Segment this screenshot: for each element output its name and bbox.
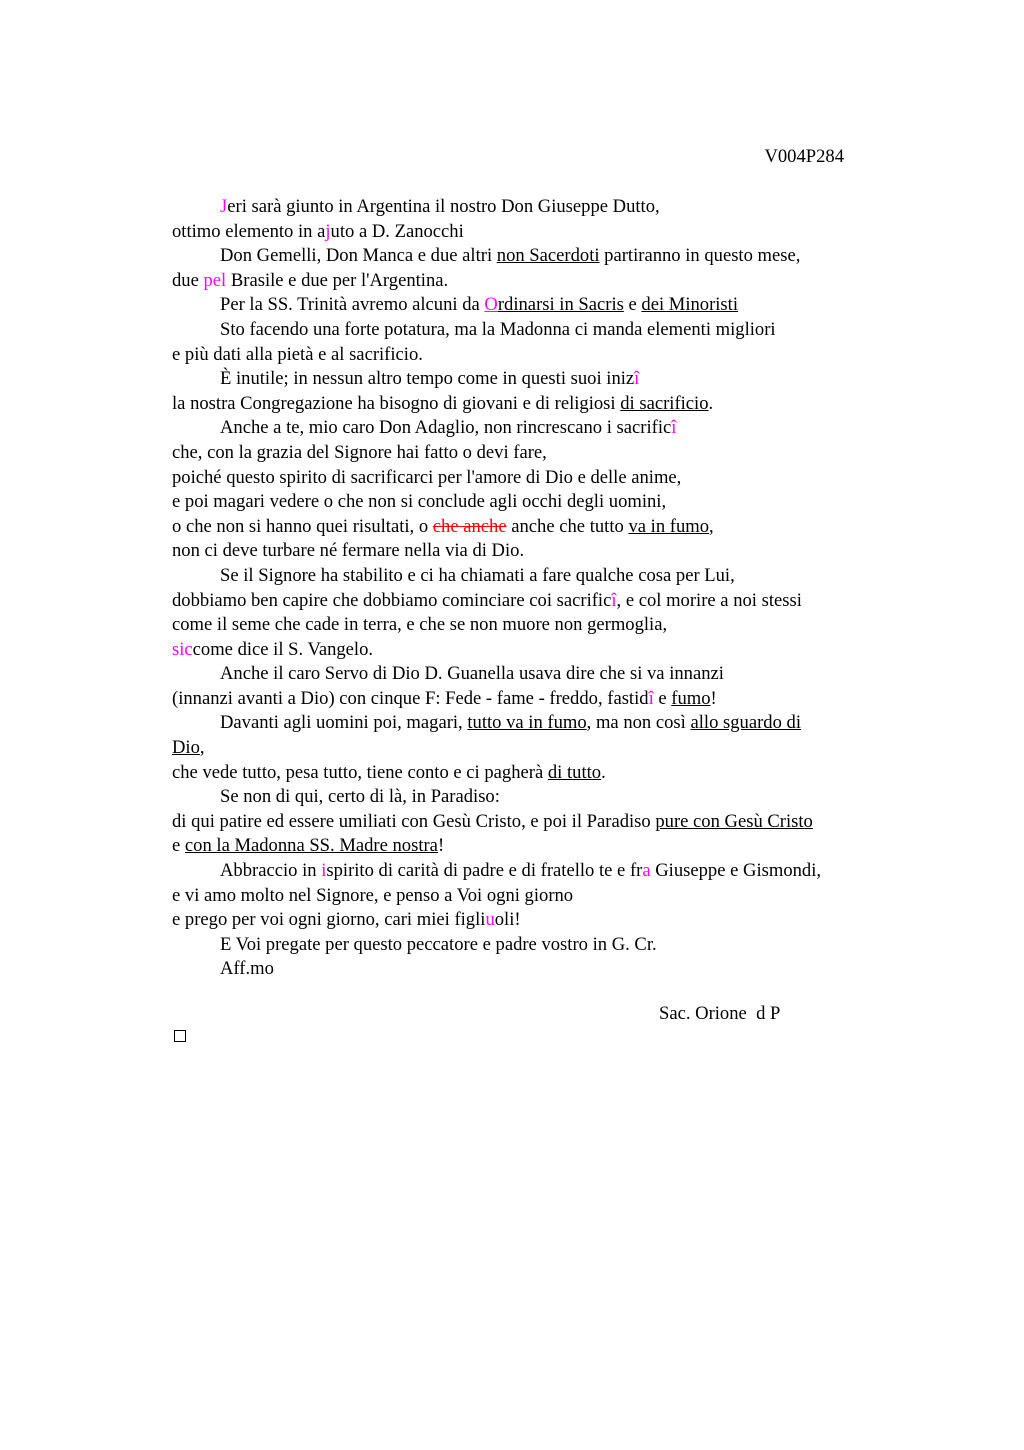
underlined-text: dei Minoristi bbox=[641, 294, 739, 316]
text-segment: uto a D. Zanocchi bbox=[330, 220, 464, 242]
editor-insertion: pel bbox=[203, 269, 227, 291]
text-segment: E Voi pregate per questo peccatore e padre vostro in G. Cr. bbox=[220, 933, 657, 955]
text-segment: di qui patire ed essere umiliati con Gesù Cristo, e poi il Paradiso bbox=[172, 810, 656, 832]
text-line bbox=[172, 736, 892, 761]
text-segment: che, con la grazia del Signore hai fatto o devi fare, bbox=[172, 441, 547, 463]
text-segment: anche che tutto bbox=[506, 515, 629, 537]
text-segment: Anche il caro Servo di Dio D. Guanella usava dire che si va innanzi bbox=[220, 663, 724, 685]
text-line bbox=[172, 416, 892, 441]
text-line bbox=[172, 441, 892, 466]
text-line bbox=[172, 859, 892, 884]
text-segment: (innanzi avanti a Dio) con cinque F: Fede - fame - freddo, fastid bbox=[172, 687, 649, 709]
text-line bbox=[172, 810, 892, 835]
signature: Sac. Orione d P bbox=[659, 1003, 781, 1024]
editor-insertion: u bbox=[485, 909, 495, 931]
text-segment: Aff.mo bbox=[220, 958, 274, 980]
text-segment: , bbox=[199, 737, 205, 759]
text-segment: e bbox=[172, 835, 185, 857]
text-line bbox=[172, 711, 892, 736]
editor-insertion: j bbox=[325, 220, 331, 242]
text-segment: Se non di qui, certo di là, in Paradiso: bbox=[220, 786, 500, 808]
text-segment: due bbox=[172, 269, 204, 291]
text-segment: Abbraccio in bbox=[220, 860, 322, 882]
text-line bbox=[172, 687, 892, 712]
underlined-text: fumo bbox=[671, 687, 711, 709]
editor-insertion: î bbox=[611, 589, 617, 611]
deleted-text: che anche bbox=[432, 515, 507, 537]
text-segment: ottimo elemento in a bbox=[172, 220, 326, 242]
letter-body bbox=[172, 195, 892, 982]
text-line bbox=[172, 269, 892, 294]
text-segment: ! bbox=[710, 687, 717, 709]
text-segment: o che non si hanno quei risultati, o bbox=[172, 515, 433, 537]
text-segment: È inutile; in nessun altro tempo come in questi suoi iniz bbox=[220, 368, 635, 390]
text-line bbox=[172, 884, 892, 909]
text-segment: Anche a te, mio caro Don Adaglio, non rincrescano i sacrific bbox=[220, 417, 672, 439]
text-line bbox=[172, 761, 892, 786]
text-segment: , e col morire a noi stessi bbox=[616, 589, 802, 611]
underlined-text: di tutto bbox=[547, 761, 602, 783]
text-line bbox=[172, 515, 892, 540]
editor-insertion: a bbox=[642, 860, 651, 882]
text-segment: ! bbox=[437, 835, 445, 857]
text-line bbox=[172, 539, 892, 564]
underlined-text: va in fumo bbox=[628, 515, 710, 537]
text-segment: Se il Signore ha stabilito e ci ha chiamati a fare qualche cosa per Lui, bbox=[220, 564, 735, 586]
underlined-text: tutto va in fumo bbox=[467, 712, 587, 734]
underlined-text: con la Madonna SS. Madre nostra bbox=[184, 835, 438, 857]
text-segment: Brasile e due per l'Argentina. bbox=[226, 269, 449, 291]
editor-insertion: î bbox=[648, 687, 654, 709]
underlined-text: allo sguardo di bbox=[690, 712, 801, 734]
text-line bbox=[172, 244, 892, 269]
text-segment: Per la SS. Trinità avremo alcuni da bbox=[220, 294, 485, 316]
editor-insertion: J bbox=[220, 196, 228, 217]
text-segment: e prego per voi ogni giorno, cari miei figli bbox=[172, 909, 486, 931]
text-segment: oli! bbox=[494, 909, 521, 931]
underlined-text: di sacrificio bbox=[620, 392, 709, 414]
text-segment: Giuseppe e Gismondi, bbox=[650, 860, 822, 882]
text-segment: . bbox=[708, 392, 714, 414]
editor-insertion: i bbox=[321, 860, 327, 882]
text-segment: e poi magari vedere o che non si conclude agli occhi degli uomini, bbox=[172, 491, 667, 513]
text-line bbox=[172, 908, 892, 933]
text-segment: e vi amo molto nel Signore, e penso a Voi ogni giorno bbox=[172, 884, 574, 906]
document-code: V004P284 bbox=[764, 146, 844, 167]
text-segment: che vede tutto, pesa tutto, tiene conto e ci pagherà bbox=[172, 761, 548, 783]
text-line bbox=[172, 662, 892, 687]
text-segment: e bbox=[653, 687, 672, 709]
text-segment: non ci deve turbare né fermare nella via di Dio. bbox=[172, 540, 525, 562]
text-line bbox=[172, 392, 892, 417]
text-segment: dobbiamo ben capire che dobbiamo cominciare coi sacrific bbox=[172, 589, 612, 611]
text-segment: e bbox=[623, 294, 642, 316]
checkbox-empty-icon bbox=[174, 1030, 186, 1042]
text-segment: Davanti agli uomini poi, magari, bbox=[220, 712, 468, 734]
text-segment: come dice il S. Vangelo. bbox=[192, 638, 374, 660]
underlined-text: non Sacerdoti bbox=[496, 245, 600, 267]
text-line bbox=[172, 318, 892, 343]
text-segment: , bbox=[709, 515, 714, 537]
text-segment: spirito di carità di padre e di fratello te e fr bbox=[326, 860, 643, 882]
editor-insertion: î bbox=[671, 417, 677, 439]
text-line bbox=[172, 834, 892, 859]
text-line bbox=[172, 589, 892, 614]
text-line bbox=[172, 466, 892, 491]
underlined-text: rdinarsi in Sacris bbox=[497, 294, 624, 316]
text-line bbox=[172, 195, 892, 220]
text-line bbox=[172, 220, 892, 245]
editor-insertion: O bbox=[484, 294, 498, 316]
text-line bbox=[172, 933, 892, 958]
text-segment: , ma non così bbox=[586, 712, 691, 734]
text-segment: partiranno in questo mese, bbox=[599, 245, 801, 267]
text-line bbox=[172, 785, 892, 810]
text-line bbox=[172, 490, 892, 515]
text-line bbox=[172, 367, 892, 392]
text-segment: poiché questo spirito di sacrificarci per l'amore di Dio e delle anime, bbox=[172, 466, 682, 488]
editor-insertion: sic bbox=[172, 638, 193, 660]
text-segment: Sto facendo una forte potatura, ma la Madonna ci manda elementi migliori bbox=[220, 318, 776, 340]
text-line bbox=[172, 613, 892, 638]
editor-insertion: î bbox=[634, 368, 640, 390]
text-line bbox=[172, 638, 892, 663]
text-segment: eri sarà giunto in Argentina il nostro Don Giuseppe Dutto, bbox=[227, 196, 660, 217]
text-segment: e più dati alla pietà e al sacrificio. bbox=[172, 343, 423, 365]
text-segment: . bbox=[601, 761, 606, 783]
text-line bbox=[172, 564, 892, 589]
text-line bbox=[172, 343, 892, 368]
text-line bbox=[172, 957, 892, 982]
text-segment: la nostra Congregazione ha bisogno di giovani e di religiosi bbox=[172, 392, 621, 414]
underlined-text: pure con Gesù Cristo bbox=[655, 810, 813, 832]
text-segment: Don Gemelli, Don Manca e due altri bbox=[220, 245, 497, 267]
underlined-text: Dio bbox=[172, 737, 200, 759]
text-segment: come il seme che cade in terra, e che se non muore non germoglia, bbox=[172, 614, 668, 636]
text-line bbox=[172, 293, 892, 318]
